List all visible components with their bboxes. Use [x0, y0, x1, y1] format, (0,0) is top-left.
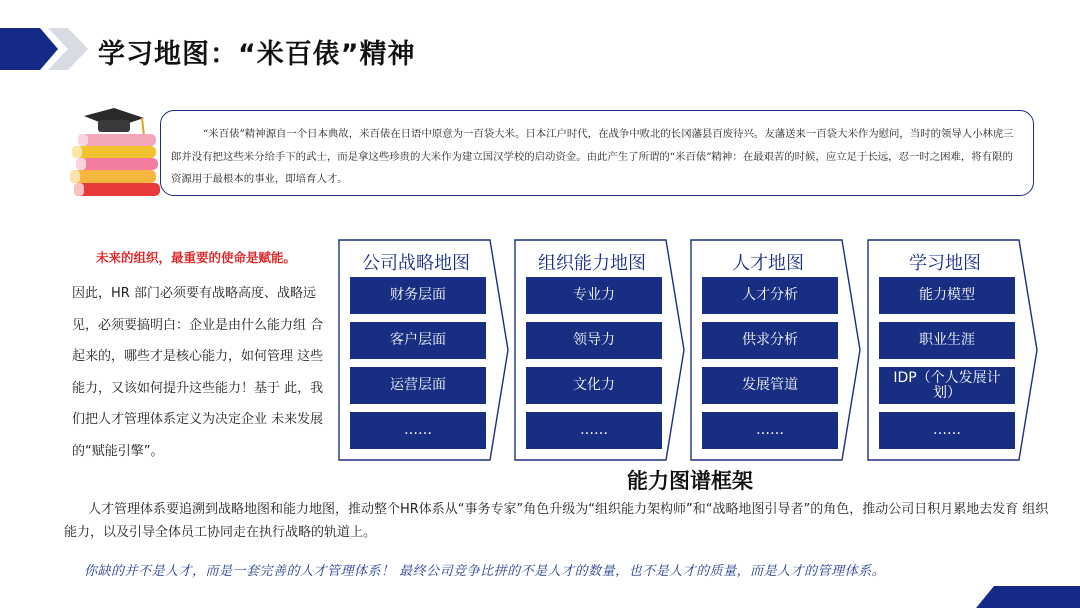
page-title: 学习地图：“米百俵”精神 [98, 39, 416, 70]
map-title: 公司战略地图 [362, 253, 470, 274]
books-graduation-cap-icon [62, 106, 172, 206]
map-item: 财务层面 [350, 277, 486, 314]
map-panel-org-capability [514, 239, 684, 461]
map-panel-strategy [338, 239, 508, 461]
map-item: 领导力 [526, 322, 662, 359]
map-item: 人才分析 [702, 277, 838, 314]
framework-title: 能力图谱框架 [627, 469, 753, 493]
map-item: …… [526, 412, 662, 449]
corner-accent [976, 586, 1080, 608]
bottom-paragraph: 人才管理体系要追溯到战略地图和能力地图，推动整个HR体系从“事务专家”角色升级为“组织能力架构师”和“战略地图引导者”的角色，推动公司日积月累地去发育 组织能力，以及引导全体员工协同走在执行战略的轨道上。 [64, 502, 1049, 540]
map-item: …… [879, 412, 1015, 449]
left-paragraph: 因此，HR 部门必须要有战略高度、战略远 见，必须要搞明白：企业是由什么能力组 合起来的，哪些才是核心能力，如何管理 这些能力，又该如何提升这些能力！基于 此，我们把人才管理体系定义为决定企业 未来发展的“赋能引擎”。 [72, 286, 324, 459]
map-title: 学习地图 [909, 253, 981, 274]
map-item: 能力模型 [879, 277, 1015, 314]
map-item: 职业生涯 [879, 322, 1015, 359]
map-item: 发展管道 [702, 367, 838, 404]
map-title: 人才地图 [732, 253, 804, 274]
header-accent-bar [0, 28, 58, 70]
map-panel-talent [690, 239, 860, 461]
map-panel-learning [867, 239, 1037, 461]
map-title: 组织能力地图 [538, 253, 646, 274]
map-item: …… [702, 412, 838, 449]
map-item: IDP（个人发展计划） [879, 367, 1015, 404]
map-item: 专业力 [526, 277, 662, 314]
intro-quote-box [160, 110, 1034, 196]
intro-text: “米百俵”精神源自一个日本典故，米百俵在日语中原意为一百袋大米。日本江户时代，在战争中败北的长冈藩县百废待兴。友藩送来一百袋大米作为慰问，当时的领导人小林虎三郎并没有把这些米分给手下的武士，而是拿这些珍贵的大米作为建立国汉学校的启动资金。由此产生了所谓的“米百俵”精神：在最艰苦的时候，应立足于长远，忍一时之困难，将有限的资源用于最根本的事业，即培育人才。 [171, 128, 1014, 185]
map-item: 运营层面 [350, 367, 486, 404]
map-item: …… [350, 412, 486, 449]
headline-red: 未来的组织，最重要的使命是赋能。 [96, 250, 297, 265]
map-item: 文化力 [526, 367, 662, 404]
closing-statement: 你缺的并不是人才，而是一套完善的人才管理体系！ 最终公司竞争比拼的不是人才的数量，也不是人才的质量，而是人才的管理体系。 [84, 564, 886, 579]
map-item: 供求分析 [702, 322, 838, 359]
map-item: 客户层面 [350, 322, 486, 359]
